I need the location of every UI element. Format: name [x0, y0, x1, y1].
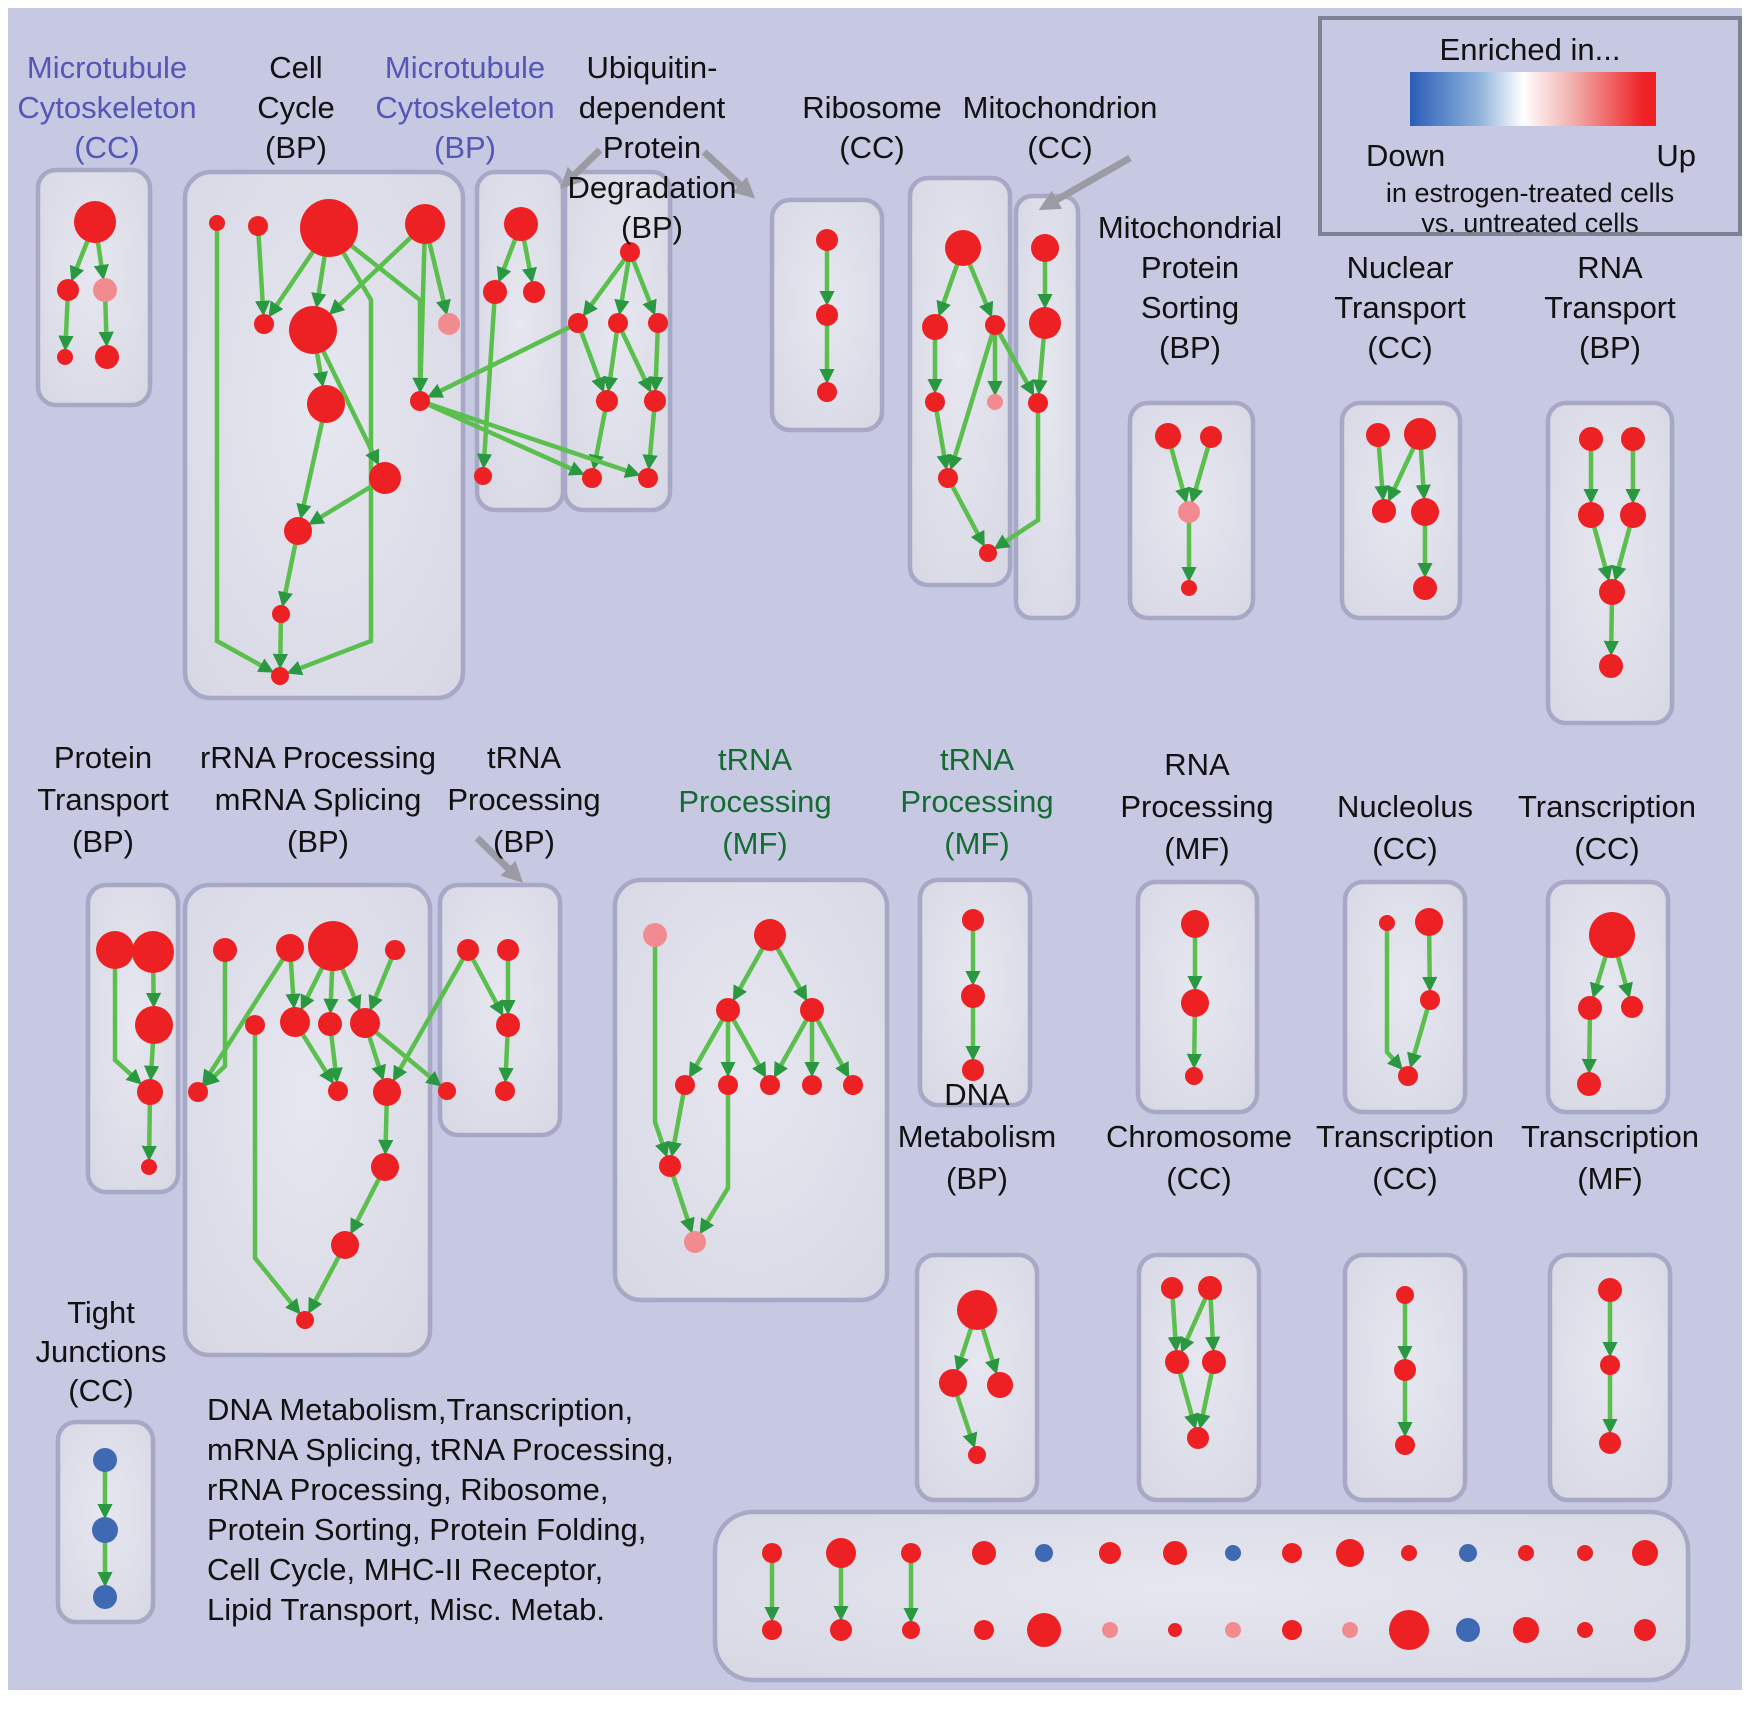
go-term-node-ubiq-a-7 [638, 468, 658, 488]
legend-down-label: Down [1366, 138, 1446, 173]
go-term-node-rna-t-4 [1599, 579, 1625, 605]
go-term-node-pt-4 [141, 1159, 157, 1175]
go-term-node-mps-3 [1181, 580, 1197, 596]
go-term-node-cell-cycle-8 [410, 391, 430, 411]
cluster-label-rrna-line2: (BP) [287, 824, 349, 859]
cluster-label-trna-bp-line0: tRNA [486, 740, 562, 775]
cluster-label-nuc-t-line0: Nuclear [1346, 250, 1454, 285]
cluster-label-trna-mf2-line2: (MF) [944, 826, 1010, 861]
go-term-node-ribosome-3 [925, 392, 945, 412]
cluster-label-mito-line1: (CC) [1027, 130, 1093, 165]
go-term-node-bottom-8 [1282, 1543, 1302, 1563]
legend-title: Enriched in... [1439, 32, 1621, 67]
cluster-label-mt-bp-line1: Cytoskeleton [375, 90, 555, 125]
go-term-node-rna-t-5 [1599, 654, 1623, 678]
go-term-node-tight-0 [93, 1448, 117, 1472]
go-term-node-tr-mf-2 [1599, 1432, 1621, 1454]
go-term-node-ubiq-a-2 [608, 313, 628, 333]
go-term-node-mt-cc-4 [95, 345, 119, 369]
go-term-node-trna-bp-1 [497, 939, 519, 961]
go-term-node-rrna-3 [385, 940, 405, 960]
legend-caption-line1: in estrogen-treated cells [1385, 178, 1675, 208]
go-term-node-mt-bp-2 [523, 281, 545, 303]
go-term-node-mt-cc-3 [57, 349, 73, 365]
misc-text-line: Lipid Transport, Misc. Metab. [207, 1592, 605, 1627]
cluster-label-rna-p-line2: (MF) [1164, 831, 1230, 866]
go-term-node-nuc-t-3 [1411, 498, 1439, 526]
go-term-node-bottom-15 [762, 1620, 782, 1640]
cluster-label-tight-line2: (CC) [68, 1373, 134, 1408]
go-term-node-bottom-29 [1634, 1619, 1656, 1641]
go-term-node-mito-1 [1029, 307, 1061, 339]
go-term-node-tr-cc-2 [1621, 996, 1643, 1018]
cluster-label-mt-bp-line0: Microtubule [384, 50, 546, 85]
misc-categories-text [207, 1390, 674, 1630]
go-term-node-bottom-0 [762, 1543, 782, 1563]
go-term-node-bottom-17 [902, 1621, 920, 1639]
go-term-node-bottom-23 [1282, 1620, 1302, 1640]
go-term-node-bottom-21 [1168, 1623, 1182, 1637]
go-term-node-nucleolus-2 [1420, 990, 1440, 1010]
cluster-label-chrom-line0: Chromosome [1105, 1119, 1293, 1154]
cluster-label-ubiq-line4: (BP) [621, 210, 683, 245]
go-term-node-bottom-16 [830, 1619, 852, 1641]
go-term-node-cell-cycle-5 [289, 306, 337, 354]
cluster-label-trna-mf1-line0: tRNA [717, 742, 793, 777]
cluster-label-mt-bp-line2: (BP) [434, 130, 496, 165]
go-term-node-bottom-20 [1102, 1622, 1118, 1638]
go-term-node-dna-m-3 [968, 1446, 986, 1464]
cluster-label-mps-line0: Mitochondrial [1097, 210, 1283, 245]
cluster-label-ubiq-line0: Ubiquitin- [586, 50, 718, 85]
go-term-node-mt-cc-2 [93, 278, 117, 302]
cluster-label-pt-line1: Transport [37, 782, 169, 817]
go-term-node-bottom-12 [1518, 1545, 1534, 1561]
go-term-node-ubiq-a-5 [644, 390, 666, 412]
go-term-node-pt-1 [132, 931, 174, 973]
go-term-node-mt-bp-1 [483, 280, 507, 304]
go-term-node-bottom-4 [1035, 1544, 1053, 1562]
go-term-node-trna-mf1-3 [800, 998, 824, 1022]
cluster-label-pt-line2: (BP) [72, 824, 134, 859]
go-term-node-bottom-27 [1513, 1617, 1539, 1643]
go-term-node-bottom-6 [1163, 1541, 1187, 1565]
cluster-label-ubiq-line3: Degradation [567, 170, 737, 205]
cluster-label-trna-mf2-line1: Processing [900, 784, 1054, 819]
go-term-node-tr-cc2-0 [1396, 1286, 1414, 1304]
go-term-node-mito-2 [1028, 393, 1048, 413]
go-term-node-cell-cycle-7 [307, 385, 345, 423]
group-box-nuc-t [1342, 403, 1460, 618]
cluster-label-dna-m-line2: (BP) [946, 1161, 1008, 1196]
go-term-node-trna-bp-3 [438, 1082, 456, 1100]
go-term-node-trna-bp-0 [457, 939, 479, 961]
go-term-node-ubiq-b-2 [817, 382, 837, 402]
go-term-node-rna-t-0 [1579, 427, 1603, 451]
color-gradient-bar [1410, 72, 1656, 126]
go-term-node-cell-cycle-6 [438, 313, 460, 335]
cluster-label-cell-cycle-line1: Cycle [257, 90, 335, 125]
go-term-node-trna-bp-2 [496, 1013, 520, 1037]
go-term-node-tight-2 [93, 1585, 117, 1609]
cluster-label-mt-cc-line1: Cytoskeleton [17, 90, 197, 125]
go-term-node-rrna-9 [328, 1081, 348, 1101]
cluster-label-mt-cc-line2: (CC) [74, 130, 140, 165]
go-term-node-bottom-7 [1225, 1545, 1241, 1561]
go-term-node-chrom-3 [1202, 1350, 1226, 1374]
cluster-label-ribosome-line0: Ribosome [802, 90, 942, 125]
cluster-label-rna-t-line1: Transport [1544, 290, 1676, 325]
go-term-node-nucleolus-0 [1379, 915, 1395, 931]
go-term-node-trna-mf1-9 [659, 1155, 681, 1177]
go-term-node-ribosome-4 [987, 394, 1003, 410]
go-term-node-tr-cc2-2 [1395, 1435, 1415, 1455]
go-term-node-cell-cycle-10 [284, 517, 312, 545]
go-term-node-rna-p-2 [1185, 1067, 1203, 1085]
cluster-label-nucleolus-line1: (CC) [1372, 831, 1438, 866]
go-term-node-chrom-2 [1165, 1350, 1189, 1374]
go-term-node-rrna-4 [245, 1015, 265, 1035]
go-term-node-bottom-25 [1389, 1610, 1429, 1650]
go-term-node-ribosome-0 [945, 230, 981, 266]
go-term-node-bottom-2 [901, 1543, 921, 1563]
group-box-bottom [715, 1512, 1688, 1680]
cluster-label-trna-mf1-line1: Processing [678, 784, 832, 819]
go-term-node-tr-cc-1 [1578, 996, 1602, 1020]
go-term-node-rna-t-3 [1620, 502, 1646, 528]
go-term-node-rrna-0 [213, 938, 237, 962]
go-term-node-bottom-5 [1099, 1542, 1121, 1564]
go-term-node-ubiq-b-1 [816, 304, 838, 326]
go-term-node-trna-mf1-1 [754, 919, 786, 951]
go-term-node-trna-mf1-5 [718, 1075, 738, 1095]
cluster-label-mps-line1: Protein [1140, 250, 1240, 285]
go-term-node-mps-2 [1178, 501, 1200, 523]
cluster-label-trna-mf1-line2: (MF) [722, 826, 788, 861]
go-term-node-bottom-22 [1225, 1622, 1241, 1638]
cluster-label-pt-line0: Protein [53, 740, 153, 775]
go-term-node-trna-mf1-6 [760, 1075, 780, 1095]
misc-text-line: mRNA Splicing, tRNA Processing, [207, 1432, 674, 1467]
legend-box [1318, 16, 1742, 236]
go-term-node-pt-0 [96, 931, 134, 969]
go-term-node-bottom-28 [1577, 1622, 1593, 1638]
misc-text-line: rRNA Processing, Ribosome, [207, 1472, 609, 1507]
go-term-node-rrna-11 [371, 1153, 399, 1181]
go-term-node-tr-mf-1 [1600, 1355, 1620, 1375]
go-term-node-mps-0 [1155, 423, 1181, 449]
go-term-node-mt-bp-3 [474, 467, 492, 485]
cluster-label-trna-bp-line2: (BP) [493, 824, 555, 859]
go-term-node-chrom-1 [1198, 1276, 1222, 1300]
go-term-node-ubiq-a-1 [568, 313, 588, 333]
cluster-label-ribosome-line1: (CC) [839, 130, 905, 165]
cluster-label-trna-mf2-line0: tRNA [939, 742, 1015, 777]
go-term-node-dna-m-2 [987, 1372, 1013, 1398]
cluster-label-chrom-line1: (CC) [1166, 1161, 1232, 1196]
go-term-node-nuc-t-2 [1372, 499, 1396, 523]
go-term-node-mt-cc-0 [74, 201, 116, 243]
go-term-node-bottom-13 [1577, 1545, 1593, 1561]
cluster-label-ubiq-line2: Protein [602, 130, 702, 165]
go-term-node-trna-mf1-0 [643, 923, 667, 947]
go-term-node-ribosome-1 [922, 314, 948, 340]
go-term-node-rna-p-0 [1181, 910, 1209, 938]
go-term-node-tr-mf-0 [1598, 1278, 1622, 1302]
cluster-label-nuc-t-line1: Transport [1334, 290, 1466, 325]
go-term-node-bottom-1 [826, 1538, 856, 1568]
cluster-label-nuc-t-line2: (CC) [1367, 330, 1433, 365]
go-term-node-bottom-19 [1027, 1613, 1061, 1647]
go-term-node-trna-mf1-4 [675, 1075, 695, 1095]
go-term-node-ribosome-2 [985, 315, 1005, 335]
cluster-label-dna-m-line1: Metabolism [897, 1119, 1057, 1154]
go-term-node-cell-cycle-2 [300, 199, 358, 257]
go-term-node-bottom-9 [1336, 1539, 1364, 1567]
go-term-node-nucleolus-1 [1415, 908, 1443, 936]
go-term-node-bottom-18 [974, 1620, 994, 1640]
cluster-label-tr-cc-line1: (CC) [1574, 831, 1640, 866]
cluster-label-rrna-line1: mRNA Splicing [214, 782, 422, 817]
go-term-node-rna-t-1 [1621, 427, 1645, 451]
go-term-node-nuc-t-0 [1366, 423, 1390, 447]
go-term-node-trna-mf1-8 [843, 1075, 863, 1095]
cluster-label-mt-cc-line0: Microtubule [26, 50, 188, 85]
go-term-node-cell-cycle-4 [254, 314, 274, 334]
go-term-node-ubiq-a-3 [648, 313, 668, 333]
go-term-node-mt-bp-0 [504, 207, 538, 241]
go-term-node-trna-mf2-1 [961, 984, 985, 1008]
go-term-node-mps-1 [1200, 426, 1222, 448]
cluster-label-tr-cc-line0: Transcription [1517, 789, 1697, 824]
cluster-label-ubiq-line1: dependent [578, 90, 726, 125]
go-term-node-rna-t-2 [1578, 502, 1604, 528]
go-term-node-nuc-t-1 [1404, 418, 1436, 450]
misc-text-line: Cell Cycle, MHC-II Receptor, [207, 1552, 604, 1587]
go-term-node-rrna-7 [350, 1008, 380, 1038]
go-term-node-bottom-24 [1342, 1622, 1358, 1638]
go-term-node-rrna-13 [296, 1311, 314, 1329]
go-term-node-rrna-5 [280, 1007, 310, 1037]
go-term-node-rrna-10 [373, 1078, 401, 1106]
misc-text-line: DNA Metabolism,Transcription, [207, 1392, 634, 1427]
go-term-node-cell-cycle-3 [405, 204, 445, 244]
cluster-label-nucleolus-line0: Nucleolus [1336, 789, 1474, 824]
go-term-node-nucleolus-3 [1398, 1066, 1418, 1086]
cluster-label-cell-cycle-line2: (BP) [265, 130, 327, 165]
cluster-label-tight-line0: Tight [67, 1295, 135, 1330]
go-term-node-trna-mf1-7 [802, 1075, 822, 1095]
go-term-node-ubiq-b-0 [816, 229, 838, 251]
go-term-node-tr-cc-3 [1577, 1072, 1601, 1096]
go-term-node-trna-mf1-10 [684, 1231, 706, 1253]
go-term-node-tight-1 [92, 1517, 118, 1543]
go-term-node-bottom-26 [1456, 1618, 1480, 1642]
go-term-node-rrna-2 [308, 921, 358, 971]
go-term-node-pt-3 [137, 1079, 163, 1105]
go-term-node-rna-p-1 [1181, 989, 1209, 1017]
cluster-label-mito-line0: Mitochondrion [962, 90, 1158, 125]
misc-text-line: Protein Sorting, Protein Folding, [207, 1512, 647, 1547]
go-term-node-chrom-0 [1161, 1277, 1183, 1299]
go-term-node-ubiq-a-4 [596, 390, 618, 412]
go-term-node-cell-cycle-11 [272, 605, 290, 623]
cluster-label-cell-cycle-line0: Cell [269, 50, 323, 85]
go-term-node-rrna-12 [331, 1231, 359, 1259]
go-term-node-ubiq-a-6 [582, 468, 602, 488]
go-term-node-cell-cycle-0 [209, 215, 225, 231]
go-term-node-nuc-t-4 [1413, 576, 1437, 600]
cluster-label-tr-mf-line1: (MF) [1577, 1161, 1643, 1196]
cluster-label-mps-line2: Sorting [1140, 290, 1240, 325]
cluster-label-rna-p-line0: RNA [1164, 747, 1230, 782]
go-term-node-trna-mf2-0 [962, 909, 984, 931]
go-term-node-cell-cycle-1 [248, 216, 268, 236]
cluster-label-tr-cc2-line0: Transcription [1315, 1119, 1495, 1154]
go-term-node-bottom-10 [1401, 1545, 1417, 1561]
cluster-label-dna-m-line0: DNA [944, 1077, 1010, 1112]
go-term-node-trna-mf1-2 [716, 998, 740, 1022]
go-term-node-ribosome-6 [979, 544, 997, 562]
go-term-node-ubiq-a-0 [620, 242, 640, 262]
go-term-node-pt-2 [135, 1006, 173, 1044]
go-term-node-rrna-6 [318, 1012, 342, 1036]
go-term-node-rrna-1 [276, 934, 304, 962]
go-term-node-cell-cycle-9 [369, 462, 401, 494]
go-term-node-mt-cc-1 [57, 279, 79, 301]
cluster-label-rna-t-line2: (BP) [1579, 330, 1641, 365]
go-term-node-bottom-3 [972, 1541, 996, 1565]
go-term-node-dna-m-0 [957, 1290, 997, 1330]
go-term-node-mito-0 [1031, 234, 1059, 262]
go-term-node-tr-cc2-1 [1394, 1359, 1416, 1381]
go-term-node-dna-m-1 [939, 1369, 967, 1397]
go-term-node-tr-cc-0 [1589, 912, 1635, 958]
cluster-label-trna-bp-line1: Processing [447, 782, 601, 817]
cluster-label-tight-line1: Junctions [35, 1334, 167, 1369]
cluster-label-tr-cc2-line1: (CC) [1372, 1161, 1438, 1196]
go-term-node-ribosome-5 [938, 468, 958, 488]
go-term-node-bottom-14 [1632, 1540, 1658, 1566]
go-term-node-bottom-11 [1459, 1544, 1477, 1562]
cluster-label-rna-p-line1: Processing [1120, 789, 1274, 824]
cluster-label-tr-mf-line0: Transcription [1520, 1119, 1700, 1154]
cluster-label-mps-line3: (BP) [1159, 330, 1221, 365]
legend-caption-line2: vs. untreated cells [1421, 208, 1639, 238]
go-term-node-rrna-8 [188, 1082, 208, 1102]
go-term-node-cell-cycle-12 [271, 667, 289, 685]
go-term-node-chrom-4 [1187, 1427, 1209, 1449]
go-term-node-trna-bp-4 [495, 1081, 515, 1101]
cluster-label-rrna-line0: rRNA Processing [199, 740, 437, 775]
legend-up-label: Up [1656, 138, 1696, 173]
cluster-label-rna-t-line0: RNA [1577, 250, 1643, 285]
